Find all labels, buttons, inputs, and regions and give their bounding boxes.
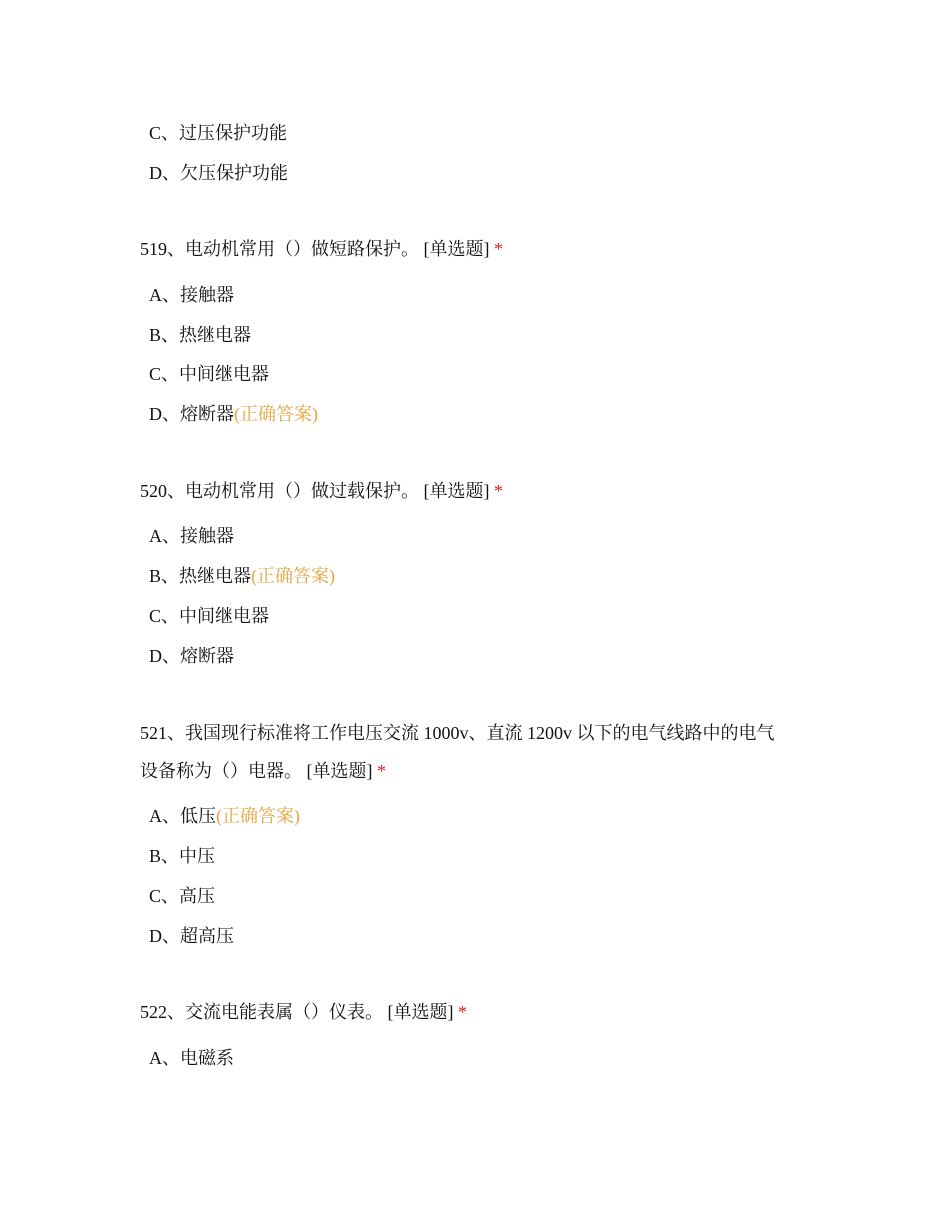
option-b [149,323,251,347]
question-text: 520、电动机常用（）做过载保护。 [140,481,419,501]
option-text: D、欠压保护功能 [149,163,288,183]
option-c [149,121,287,145]
question-type-tag: [单选题] [423,239,490,259]
option-c [149,362,269,386]
correct-answer-mark: (正确答案) [216,806,300,826]
question-type-tag: [单选题] [387,1002,454,1022]
question-522-title [140,1000,467,1024]
option-text: C、中间继电器 [149,364,270,384]
option-text: A、电磁系 [149,1048,234,1068]
correct-answer-mark: (正确答案) [234,404,318,424]
question-519-title [140,237,503,261]
question-520-title [140,479,503,503]
option-text: B、中压 [149,846,216,866]
required-mark: * [494,481,503,501]
question-521-title-line1 [140,721,775,745]
option-a [149,283,234,307]
required-mark: * [377,761,386,781]
question-text: 519、电动机常用（）做短路保护。 [140,239,419,259]
option-text: A、接触器 [149,285,234,305]
option-d [149,161,288,185]
option-d [149,644,234,668]
question-type-tag: [单选题] [423,481,490,501]
option-text: D、超高压 [149,926,234,946]
option-text: D、熔断器 [149,646,234,666]
correct-answer-mark: (正确答案) [251,566,336,586]
question-text: 522、交流电能表属（）仪表。 [140,1002,383,1022]
option-d [149,924,234,948]
option-d [149,402,318,426]
option-text: C、高压 [149,886,216,906]
option-a [149,1046,234,1070]
option-text: A、接触器 [149,526,234,546]
required-mark: * [494,239,503,259]
question-text: 521、我国现行标准将工作电压交流 1000v、直流 1200v 以下的电气线路中的电气 [140,723,775,743]
option-text: B、热继电器 [149,566,252,586]
option-a [149,524,234,548]
option-a [149,804,300,828]
option-c [149,884,215,908]
question-text-continued: 设备称为（）电器。 [140,761,302,781]
required-mark: * [458,1002,467,1022]
option-text: C、过压保护功能 [149,123,288,143]
option-b [149,564,335,588]
option-text: D、熔断器 [149,404,234,424]
option-text: A、低压 [149,806,216,826]
option-b [149,844,215,868]
option-c [149,604,269,628]
option-text: B、热继电器 [149,325,252,345]
question-type-tag: [单选题] [306,761,373,781]
option-text: C、中间继电器 [149,606,270,626]
question-521-title-line2 [140,759,386,783]
